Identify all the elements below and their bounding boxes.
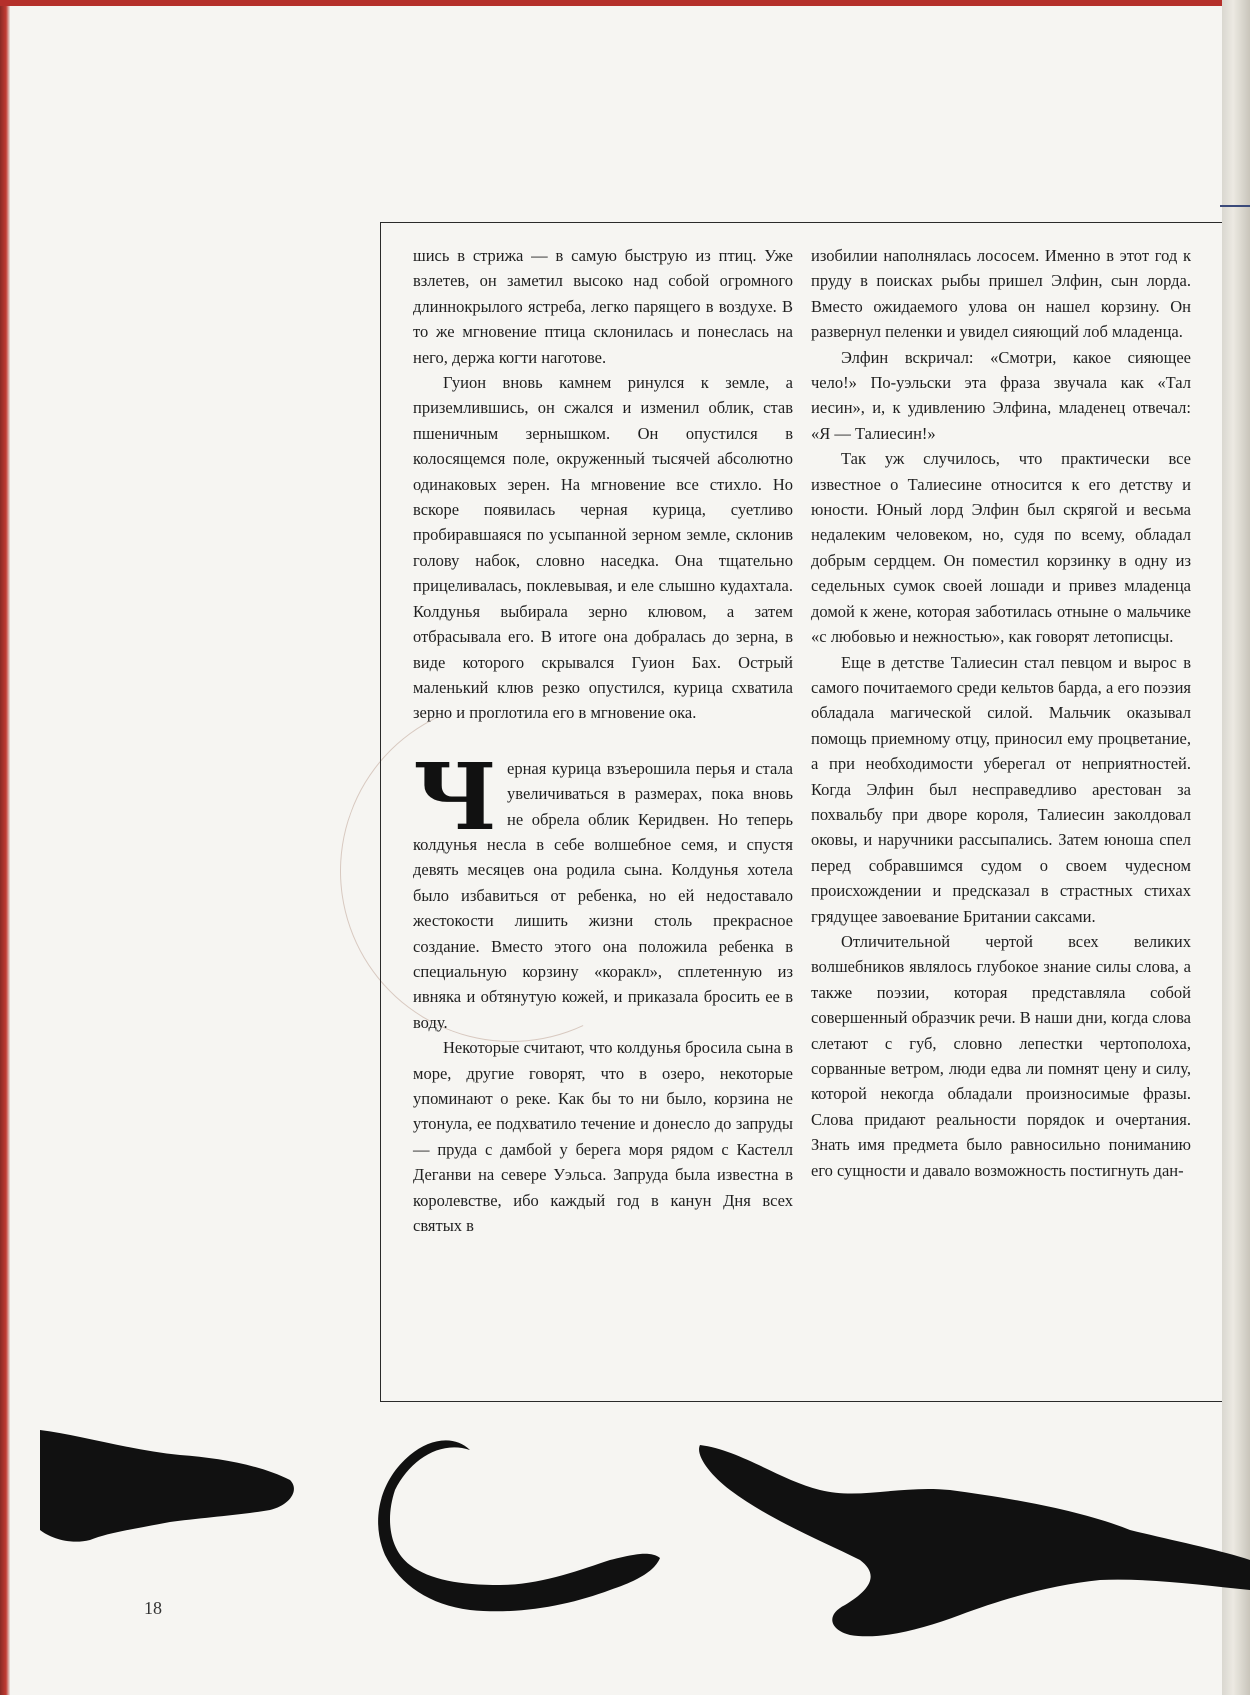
paragraph: Так уж случилось, что практически все известное о Талиесине относится к его детству и юности. Юный лорд Элфин был скрягой и весьма недалеким человеком, но, судя по всему, обладал добрым сердцем. Он поместил корзинку в одну из седельных сумок своей лошади и привез младенца домой к жене, которая заботилась отныне о мальчике «с любовью и нежностью», как говорят летописцы.	[811, 449, 1191, 647]
paragraph-text: ерная курица взъерошила перья и стала увеличиваться в размерах, пока вновь не обрела облик Керидвен. Но теперь колдунья несла в себе волшебное семя, и спустя девять месяцев она родила сына. Колдунья хотела было избавиться от ребенка, но ей недоставало жестокости лишить жизни столь прекрасное создание. Вместо этого она положила ребенка в специальную корзину «коракл», сплетенную из ивняка и обтянутую кожей, и приказала бросить ее в воду.	[413, 758, 793, 1032]
paragraph: изобилии наполнялась лососем. Именно в этот год к пруду в поисках рыбы пришел Элфин, сын лорда. Вместо ожидаемого улова он нашел корзину. Он развернул пеленки и увидел сияющий лоб младенца.	[811, 246, 1191, 342]
paragraph: Гуион вновь камнем ринулся к земле, а приземлившись, он сжался и изменил облик, став пшеничным зернышком. Он опустился в колосящемся поле, окруженный тысячей абсолютно одинаковых зерен. На мгновение все стихло. Но вскоре появилась черная курица, суетливо пробиравшаяся по усыпанной зерном земле, склонив голову набок, словно наседка. Она тщательно прицеливалась, поклевывая, и еле слышно кудахтала. Колдунья выбирала зерно клювом, а затем отбрасывала его. В итоге она добралась до зерна, в виде которого скрывался Гуион Бах. Острый маленький клюв резко опустился, курица схватила зерно и проглотила его в мгновение ока.	[413, 373, 793, 723]
paragraph-with-dropcap	[413, 742, 793, 1035]
text-frame	[380, 222, 1222, 1402]
page-number: 18	[144, 1598, 162, 1618]
otter-silhouettes	[0, 1410, 1250, 1695]
otter-silhouette-right	[699, 1445, 1250, 1636]
right-text-column	[811, 243, 1191, 1183]
paragraph: Некоторые считают, что колдунья бросила сына в море, другие говорят, что в озеро, некоторые упоминают о реке. Как бы то ни было, корзина не утонула, ее подхватило течение и донесло до запруды — пруда с дамбой у берега моря рядом с Кастелл Деганви на севере Уэльса. Запруда была известна в королевстве, ибо каждый год в канун Дня всех святых в	[413, 1038, 793, 1236]
paragraph: шись в стрижа — в самую быструю из птиц. Уже взлетев, он заметил высоко над собой огромного длиннокрылого ястреба, легко парящего в воздухе. В то же мгновение птица склонилась и понеслась на него, держа когти наготове.	[413, 246, 793, 367]
paragraph: Элфин вскричал: «Смотри, какое сияющее чело!» По-уэльски эта фраза звучала как «Тал иесин», и, к удивлению Элфина, младенец отвечал: «Я — Талиесин!»	[811, 347, 1191, 443]
otter-silhouette-left	[40, 1430, 294, 1542]
paragraph: Еще в детстве Талиесин стал певцом и вырос в самого почитаемого среди кельтов барда, а его поэзия обладала магической силой. Мальчик оказывал помощь приемному отцу, приносил ему процветание, а при необходимости уберегал от неприятностей. Когда Элфин был несправедливо арестован за похвальбу при дворе короля, Талиесин заколдовал оковы, и наручники рассыпались. Затем юноша спел перед собравшимся судом о своем чудесном происхождении и предсказал в страстных стихах грядущее завоевание Британии саксами.	[811, 652, 1191, 926]
paragraph: Отличительной чертой всех великих волшебников являлось глубокое знание силы слова, а также поэзии, которая представляла собой совершенный образчик речи. В наши дни, когда слова слетают с губ, словно лепестки чертополоха, сорванные ветром, люди едва ли помнят цену и силу, которой некогда обладали произносимые фразы. Слова придают реальности порядок и очертания. Знать имя предмета было равносильно пониманию его сущности и давало возможность постигнуть дан-	[811, 931, 1191, 1180]
frame-edge-line	[1220, 205, 1250, 207]
drop-cap: Ч	[413, 742, 498, 851]
otter-silhouette-middle	[378, 1440, 660, 1611]
left-text-column	[413, 243, 793, 1238]
